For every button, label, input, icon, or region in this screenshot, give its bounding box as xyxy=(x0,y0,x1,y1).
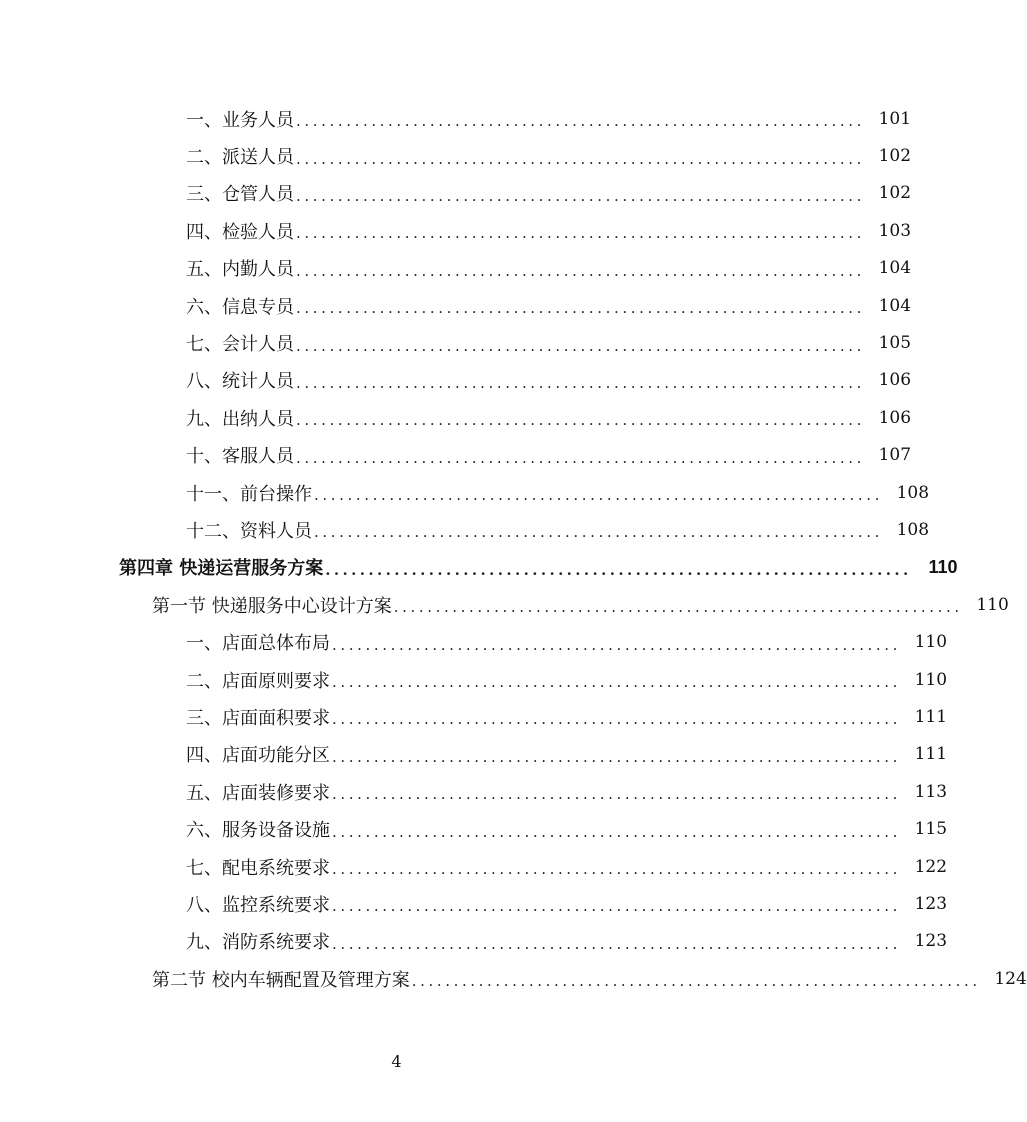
toc-entry-label: 十一、前台操作 xyxy=(186,483,312,505)
toc-entry-page: 103 xyxy=(878,220,912,241)
toc-entry-page: 124 xyxy=(994,968,1027,989)
toc-entry-label: 五、店面装修要求 xyxy=(186,782,330,804)
toc-entry-label: 七、会计人员 xyxy=(186,334,294,356)
dot-leader: .................................................................... xyxy=(296,261,866,280)
toc-entry[interactable] xyxy=(0,848,948,885)
toc-entry-page: 102 xyxy=(878,183,912,204)
dot-leader: .................................................................... xyxy=(332,710,902,729)
toc-entry-page: 110 xyxy=(976,594,1009,615)
dot-leader: .................................................................... xyxy=(296,186,866,205)
toc-entry-label: 九、出纳人员 xyxy=(186,408,294,430)
dot-leader: .................................................................... xyxy=(296,336,866,355)
toc-entry[interactable] xyxy=(0,437,912,474)
dot-leader: .................................................................... xyxy=(296,149,866,168)
toc-entry[interactable] xyxy=(0,885,948,922)
toc-entry[interactable] xyxy=(0,511,930,548)
toc-entry[interactable] xyxy=(0,399,912,436)
toc-entry-label: 一、业务人员 xyxy=(186,109,294,131)
toc-entry-label: 四、检验人员 xyxy=(186,221,294,243)
page-number: 4 xyxy=(391,1052,402,1071)
toc-entry[interactable] xyxy=(0,212,912,249)
dot-leader: .................................................................... xyxy=(296,224,866,243)
toc-entry-label: 十二、资料人员 xyxy=(186,520,312,542)
toc-section-entry[interactable] xyxy=(0,586,1009,623)
toc-entry-page: 111 xyxy=(914,744,948,765)
toc-entry-page: 123 xyxy=(914,931,948,952)
toc-entry-label: 第二节 校内车辆配置及管理方案 xyxy=(152,969,410,991)
toc-entry-page: 123 xyxy=(914,893,948,914)
toc-entry[interactable] xyxy=(0,287,912,324)
dot-leader: .................................................................... xyxy=(296,448,866,467)
toc-entry-label: 二、派送人员 xyxy=(186,147,294,169)
toc-entry-page: 122 xyxy=(914,856,948,877)
toc-entry[interactable] xyxy=(0,698,948,735)
toc-entry-page: 110 xyxy=(914,669,948,690)
toc-entry[interactable] xyxy=(0,362,912,399)
toc-entry[interactable] xyxy=(0,661,948,698)
toc-entry-label: 八、监控系统要求 xyxy=(186,894,330,916)
dot-leader: .................................................................... xyxy=(332,860,902,878)
toc-entry-page: 110 xyxy=(914,632,948,653)
toc-entry-label: 一、店面总体布局 xyxy=(186,633,330,655)
toc-entry[interactable] xyxy=(0,923,948,960)
toc-entry[interactable] xyxy=(0,810,948,847)
toc-entry-label: 五、内勤人员 xyxy=(186,259,294,281)
dot-leader: .................................................................... xyxy=(296,411,866,430)
dot-leader: .................................................................... xyxy=(296,373,866,392)
toc-entry-page: 105 xyxy=(878,333,912,354)
dot-leader: .................................................................... xyxy=(325,560,912,579)
toc-entry-label: 六、服务设备设施 xyxy=(186,820,330,842)
toc-entry[interactable] xyxy=(0,623,948,660)
toc-entry-page: 108 xyxy=(896,519,930,540)
dot-leader: .................................................................... xyxy=(393,598,963,617)
toc-chapter-entry[interactable] xyxy=(0,549,958,586)
toc-entry-label: 七、配电系统要求 xyxy=(186,857,330,879)
toc-entry-label: 三、店面面积要求 xyxy=(186,707,330,729)
toc-section-entry[interactable] xyxy=(0,960,1027,997)
toc-entry[interactable] xyxy=(0,773,948,810)
dot-leader: .................................................................... xyxy=(411,972,981,991)
toc-entry-page: 106 xyxy=(878,407,912,428)
toc-entry-label: 八、统计人员 xyxy=(186,371,294,393)
toc-entry[interactable] xyxy=(0,175,912,212)
toc-entry-label: 四、店面功能分区 xyxy=(186,745,330,767)
toc-entry[interactable] xyxy=(0,250,912,287)
toc-entry-label: 第一节 快递服务中心设计方案 xyxy=(152,595,392,617)
toc-entry-label: 二、店面原则要求 xyxy=(186,670,330,692)
toc-entry-page: 110 xyxy=(928,556,958,577)
toc-entry-page: 115 xyxy=(914,819,948,840)
toc-entry-page: 111 xyxy=(914,706,948,727)
dot-leader: .................................................................... xyxy=(332,785,902,804)
dot-leader: .................................................................... xyxy=(314,486,884,505)
toc-entry-label: 第四章 快递运营服务方案 xyxy=(119,558,324,580)
dot-leader: .................................................................... xyxy=(332,822,902,841)
toc-entry[interactable] xyxy=(0,137,912,174)
toc-entry[interactable] xyxy=(0,474,930,511)
toc-entry-page: 113 xyxy=(914,781,948,802)
dot-leader: .................................................................... xyxy=(332,673,902,692)
dot-leader: .................................................................... xyxy=(296,299,866,318)
toc-entry-label: 十、客服人员 xyxy=(186,446,294,468)
dot-leader: .................................................................... xyxy=(332,934,902,953)
toc-entry-page: 108 xyxy=(896,482,930,503)
toc-entry[interactable] xyxy=(0,100,912,137)
toc-entry[interactable] xyxy=(0,736,948,773)
toc-entry-page: 102 xyxy=(878,146,912,167)
dot-leader: .................................................................... xyxy=(296,112,866,131)
dot-leader: .................................................................... xyxy=(332,897,902,916)
toc-entry-label: 三、仓管人员 xyxy=(186,184,294,206)
toc-entry-page: 106 xyxy=(878,370,912,391)
toc-entry-label: 六、信息专员 xyxy=(186,296,294,318)
toc-entry-page: 104 xyxy=(878,295,912,316)
toc-entry-label: 九、消防系统要求 xyxy=(186,932,330,954)
toc-entry[interactable] xyxy=(0,324,912,361)
toc-entry-page: 107 xyxy=(878,445,912,466)
dot-leader: .................................................................... xyxy=(332,635,902,654)
table-of-contents xyxy=(0,100,1027,997)
dot-leader: .................................................................... xyxy=(332,747,902,766)
toc-entry-page: 104 xyxy=(878,258,912,279)
toc-entry-page: 101 xyxy=(878,108,912,129)
dot-leader: .................................................................... xyxy=(314,523,884,542)
